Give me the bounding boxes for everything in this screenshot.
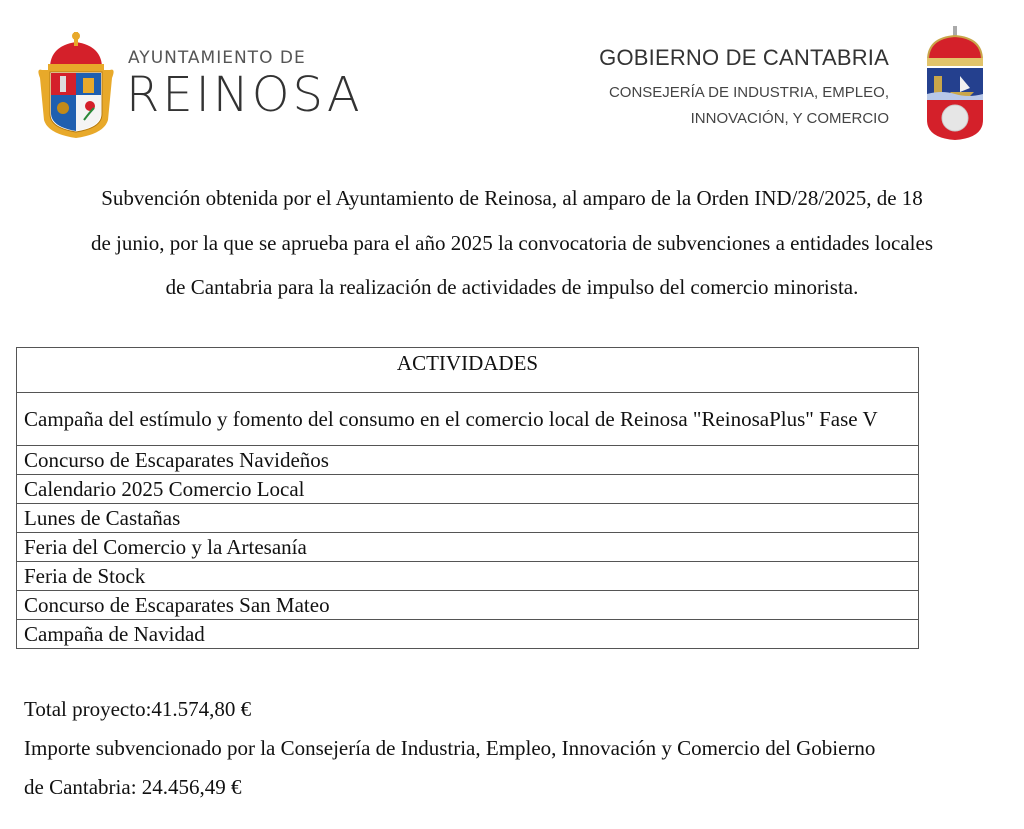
activities-table: [16, 347, 919, 649]
intro-line: Subvención obtenida por el Ayuntamiento de Reinosa, al amparo de la Orden IND/28/2025, de 18: [101, 186, 923, 210]
cantabria-wordmark: [599, 44, 889, 132]
table-cell: Lunes de Castañas: [17, 504, 919, 533]
table-row: [17, 591, 919, 620]
table-row: [17, 504, 919, 533]
totals-section: [24, 690, 1014, 807]
table-cell: Calendario 2025 Comercio Local: [17, 475, 919, 504]
table-cell: Feria del Comercio y la Artesanía: [17, 533, 919, 562]
table-cell: Campaña de Navidad: [17, 620, 919, 649]
table-cell: Concurso de Escaparates San Mateo: [17, 591, 919, 620]
intro-paragraph: [20, 176, 1004, 310]
table-row: [17, 475, 919, 504]
table-row: [17, 533, 919, 562]
table-cell: Campaña del estímulo y fomento del consumo en el comercio local de Reinosa "ReinosaPlus" Fase V: [17, 393, 919, 446]
table-row: [17, 446, 919, 475]
cantabria-coat-of-arms-icon: [922, 26, 988, 142]
table-cell: Feria de Stock: [17, 562, 919, 591]
table-header: ACTIVIDADES: [17, 348, 919, 393]
cantabria-title: GOBIERNO DE CANTABRIA: [599, 45, 889, 70]
subsidy-amount-line1: Importe subvencionado por la Consejería de Industria, Empleo, Innovación y Comercio del Gobierno: [24, 736, 876, 760]
cantabria-subtitle-line2: INNOVACIÓN, Y COMERCIO: [690, 110, 889, 127]
table-row: [17, 562, 919, 591]
reinosa-big-label: REINOSA: [126, 67, 363, 123]
reinosa-wordmark: [126, 48, 363, 123]
letterhead: [0, 0, 1024, 160]
cantabria-subtitle-line1: CONSEJERÍA DE INDUSTRIA, EMPLEO,: [608, 84, 889, 101]
table-row: [17, 620, 919, 649]
reinosa-coat-of-arms-icon: [36, 28, 116, 140]
table-cell: Concurso de Escaparates Navideños: [17, 446, 919, 475]
reinosa-small-label: AYUNTAMIENTO DE: [128, 48, 306, 68]
total-project: Total proyecto:41.574,80 €: [24, 697, 252, 721]
table-header-row: [17, 348, 919, 393]
intro-line: de Cantabria para la realización de actividades de impulso del comercio minorista.: [165, 275, 859, 299]
table-row: [17, 393, 919, 446]
intro-line: de junio, por la que se aprueba para el año 2025 la convocatoria de subvenciones a entidades locales: [90, 230, 933, 255]
subsidy-amount-line2: de Cantabria: 24.456,49 €: [24, 775, 242, 799]
